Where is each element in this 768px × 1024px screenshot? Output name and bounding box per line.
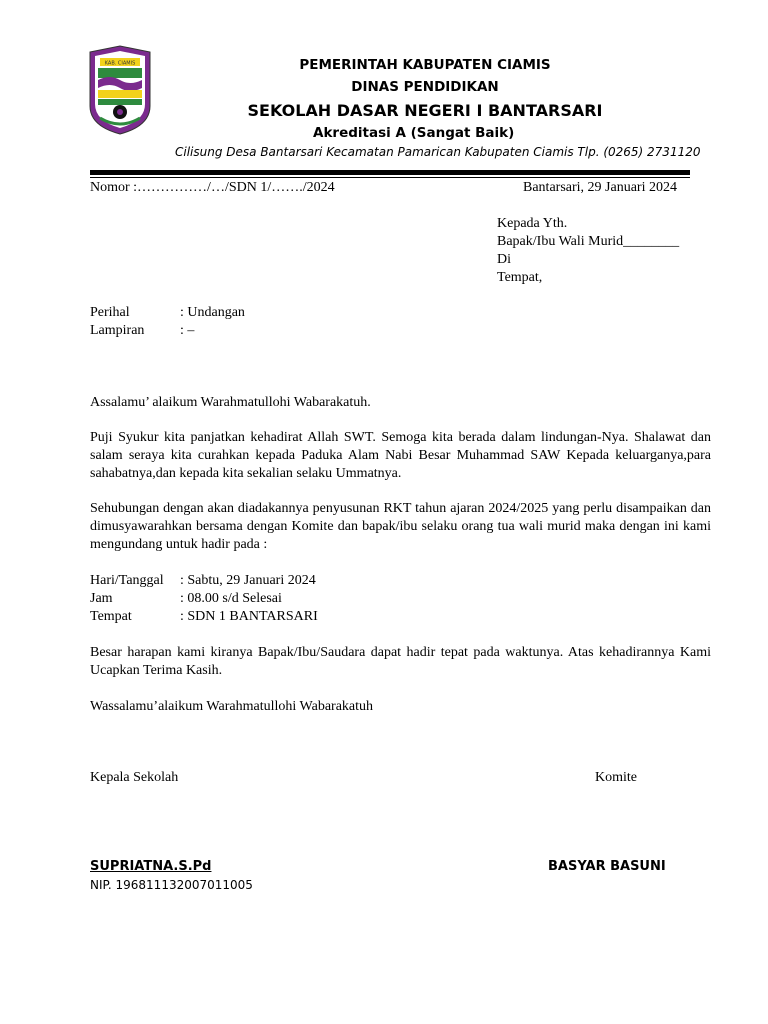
greeting: Assalamu’ alaikum Warahmatullohi Wabarakatuh.	[90, 395, 371, 410]
closing-greeting: Wassalamu’alaikum Warahmatullohi Wabarakatuh	[90, 699, 374, 714]
signature-left-title: Kepala Sekolah	[90, 770, 179, 785]
header-address: Cilisung Desa Bantarsari Kecamatan Pamarican Kabupaten Ciamis Tlp. (0265) 2731120	[175, 145, 701, 159]
header-department: DINAS PENDIDIKAN	[351, 79, 499, 95]
subject-lampiran-label: Lampiran	[90, 323, 145, 338]
paragraph-invitation: Sehubungan dengan akan diadakannya penyusunan RKT tahun ajaran 2024/2025 yang perlu disampaikan dan dimusyawarahkan bersama dengan Komite dan bapak/ibu selaku orang tua wali murid maka dengan ini kami mengundang untuk hadir pada :	[90, 501, 711, 552]
subject-perihal-value: : Undangan	[180, 305, 245, 320]
paragraph-opening: Puji Syukur kita panjatkan kehadirat Allah SWT. Semoga kita berada dalam lindungan-Nya. Shalawat dan salam seraya kita curahkan kepada Paduka Alam Nabi Besar Muhammad SAW Kepada keluarganya,para sahabatnya,dan kepada kita sekalian selaku Ummatnya.	[90, 430, 711, 481]
header-divider-thin	[90, 177, 690, 178]
detail-label: Tempat	[90, 609, 132, 624]
signature-right-name: BASYAR BASUNI	[548, 859, 666, 874]
detail-value: : SDN 1 BANTARSARI	[180, 609, 318, 624]
recipient-line: Tempat,	[497, 270, 543, 285]
recipient-line: Kepada Yth.	[497, 216, 568, 231]
detail-value: : 08.00 s/d Selesai	[180, 591, 282, 606]
header-government: PEMERINTAH KABUPATEN CIAMIS	[299, 57, 551, 73]
signature-right-title: Komite	[595, 770, 637, 785]
paragraph-hope: Besar harapan kami kiranya Bapak/Ibu/Saudara dapat hadir tepat pada waktunya. Atas kehadirannya Kami Ucapkan Terima Kasih.	[90, 645, 711, 678]
recipient-line: Di	[497, 252, 511, 267]
header-divider-thick	[90, 170, 690, 175]
header-accreditation: Akreditasi A (Sangat Baik)	[313, 125, 515, 141]
recipient-line: Bapak/Ibu Wali Murid________	[497, 234, 680, 249]
header-school-name: SEKOLAH DASAR NEGERI I BANTARSARI	[247, 101, 603, 120]
subject-lampiran-value: : –	[180, 323, 195, 338]
subject-perihal-label: Perihal	[90, 305, 130, 320]
school-logo	[88, 44, 152, 136]
letter-date: Bantarsari, 29 Januari 2024	[523, 180, 677, 195]
recipient-block	[497, 215, 679, 287]
detail-value: : Sabtu, 29 Januari 2024	[180, 573, 316, 588]
letter-number: Nomor :……………/…/SDN 1/……./2024	[90, 180, 335, 195]
detail-label: Jam	[90, 591, 113, 606]
logo-lettering: KAB. CIAMIS	[104, 60, 136, 67]
signature-left-nip: NIP. 196811132007011005	[90, 878, 253, 892]
signature-left-name: SUPRIATNA.S.Pd	[90, 859, 212, 874]
detail-label: Hari/Tanggal	[90, 573, 164, 588]
